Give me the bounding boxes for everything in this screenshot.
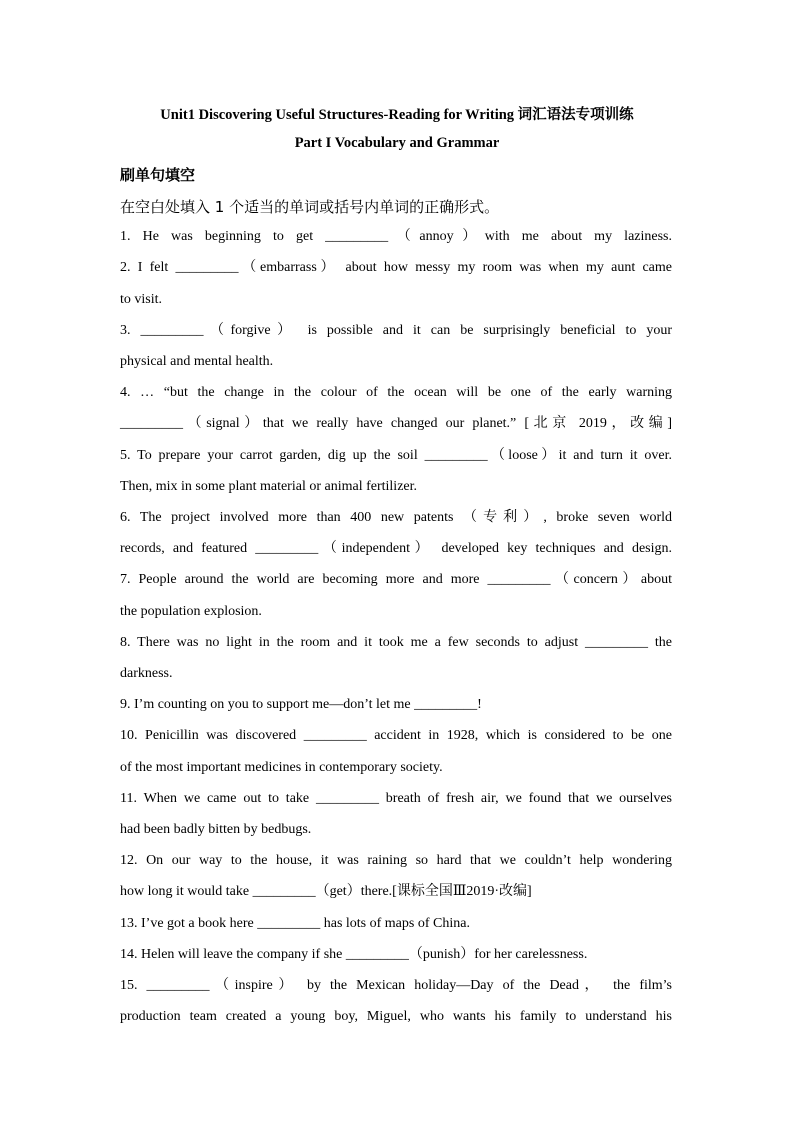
section-heading: 刷单句填空 xyxy=(120,166,196,184)
exercise-line: Then, mix in some plant material or animal fertilizer. xyxy=(120,479,418,494)
exercise-line: 13. I’ve got a book here _________ has lots of maps of China. xyxy=(120,916,470,931)
exercise-line: 11. When we came out to take _________ breath of fresh air, we found that we ourselves xyxy=(120,791,672,806)
exercise-line: 9. I’m counting on you to support me—don’t let me _________! xyxy=(120,697,482,712)
exercise-line: 3. _________（forgive） is possible and it can be surprisingly beneficial to your xyxy=(120,323,672,338)
exercise-line: 7. People around the world are becoming more and more _________（concern）about xyxy=(120,572,672,587)
exercise-line: 6. The project involved more than 400 new patents （专利）, broke seven world xyxy=(120,510,672,525)
exercise-line: 12. On our way to the house, it was raining so hard that we couldn’t help wondering xyxy=(120,853,672,868)
exercise-line: 10. Penicillin was discovered _________ accident in 1928, which is considered to be one xyxy=(120,728,672,743)
exercise-line: 14. Helen will leave the company if she _________（punish）for her carelessness. xyxy=(120,947,588,962)
exercise-line: to visit. xyxy=(120,292,163,307)
exercise-line: records, and featured _________（independent） developed key techniques and design. xyxy=(120,541,672,556)
exercise-line: 8. There was no light in the room and it took me a few seconds to adjust _________ the xyxy=(120,635,672,650)
instruction-text: 在空白处填入 1 个适当的单词或括号内单词的正确形式。 xyxy=(120,198,500,216)
exercise-line: 2. I felt _________（embarrass） about how messy my room was when my aunt came xyxy=(120,260,672,275)
exercise-line: production team created a young boy, Miguel, who wants his family to understand his xyxy=(120,1009,672,1024)
exercise-line: 4. … “but the change in the colour of the ocean will be one of the early warning xyxy=(120,385,672,400)
exercise-line: the population explosion. xyxy=(120,604,262,619)
exercise-line: 1. He was beginning to get _________（annoy）with me about my laziness. xyxy=(120,229,672,244)
exercise-line: physical and mental health. xyxy=(120,354,274,369)
exercise-line: had been badly bitten by bedbugs. xyxy=(120,822,312,837)
exercise-line: 5. To prepare your carrot garden, dig up the soil _________（loose）it and turn it over. xyxy=(120,448,672,463)
exercise-line: _________（signal）that we really have changed our planet.” [北京 2019，改编] xyxy=(120,416,672,431)
document-title: Unit1 Discovering Useful Structures-Reading for Writing 词汇语法专项训练 xyxy=(160,107,634,123)
part-heading: Part I Vocabulary and Grammar xyxy=(294,135,500,151)
exercise-line: darkness. xyxy=(120,666,173,681)
exercise-line: how long it would take _________（get）there.[课标全国Ⅲ2019·改编] xyxy=(120,884,532,899)
exercise-line: 15. _________（inspire） by the Mexican holiday—Day of the Dead， the film’s xyxy=(120,978,672,993)
exercise-line: of the most important medicines in contemporary society. xyxy=(120,760,443,775)
